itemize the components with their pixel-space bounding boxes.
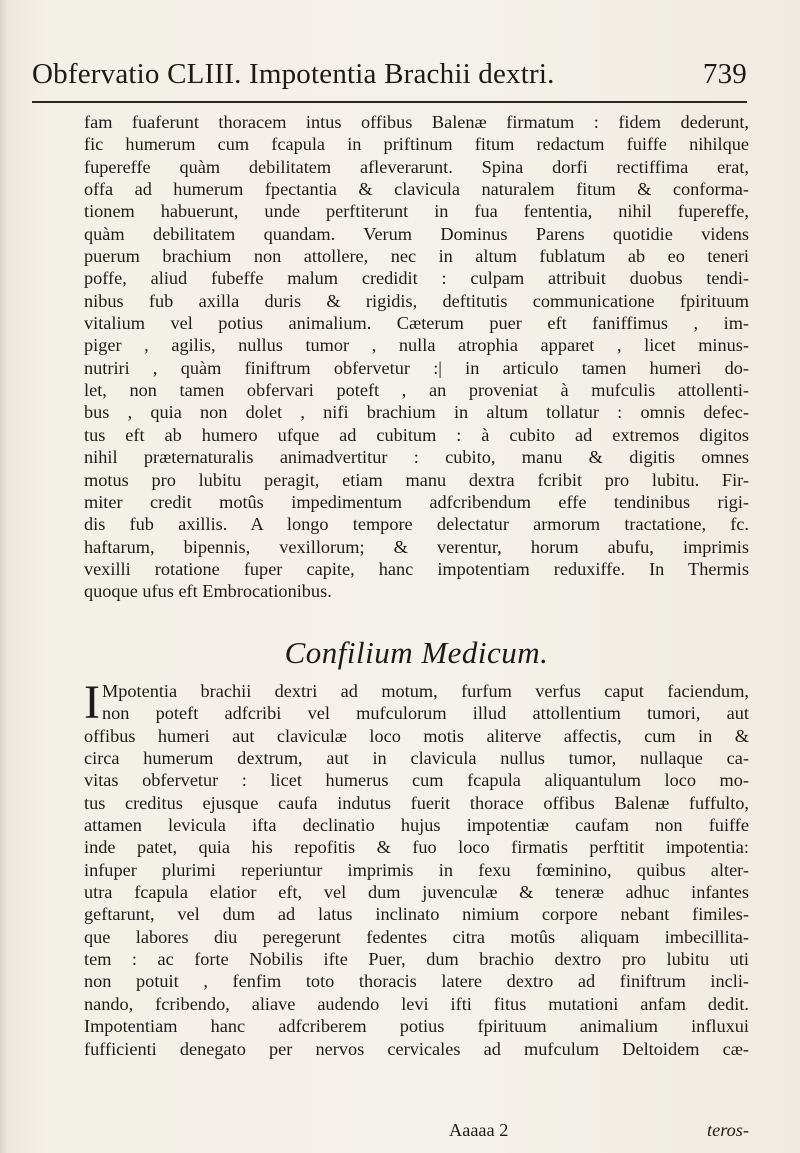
text-line: bus , quia non dolet , nifi brachium in altum tollatur : omnis defec-: [84, 402, 749, 423]
text-line: Mpotentia brachii dextri ad motum, furfum verfus caput faciendum,: [101, 681, 749, 701]
text-line: non potuit , fenfim toto thoracis latere dextro ad finiftrum incli-: [84, 971, 749, 992]
running-title: Obfervatio CLIII. Impotentia Brachii dextri.: [32, 58, 555, 90]
drop-cap: I: [84, 676, 100, 729]
text-line: que labores diu peregerunt fedentes citra motûs aliquam imbecillita-: [84, 926, 749, 947]
signature-mark: Aaaaa 2: [449, 1120, 509, 1140]
text-line: miter credit motûs impedimentum adfcribendum effe tendinibus rigi-: [84, 491, 749, 512]
page-gutter-shadow: [0, 0, 8, 1153]
text-line: inde patet, quia his repofitis & fuo loco firmatis perftitit impotentia:: [84, 837, 749, 858]
consilium-text: [84, 676, 749, 1060]
text-line: tionem habuerunt, unde perftiterunt in fua fententia, nihil fupereffe,: [84, 201, 749, 222]
text-line: piger , agilis, nullus tumor , nulla atrophia apparet , licet minus-: [84, 335, 749, 356]
text-line: quoque ufus eft Embrocationibus.: [84, 581, 332, 602]
text-line: nihil præternaturalis animadvertitur : cubito, manu & digitis omnes: [84, 447, 749, 468]
header-rule: [32, 101, 747, 103]
text-line: tus creditus ejusque caufa indutus fuerit thorace offibus Balenæ fuffulto,: [84, 792, 749, 813]
text-line: vexilli rotatione fuper capite, hanc impotentiam reduxiffe. In Thermis: [84, 558, 749, 579]
observation-text: [84, 111, 749, 603]
text-line: haftarum, bipennis, vexillorum; & verentur, horum abufu, imprimis: [84, 536, 749, 557]
running-header: [32, 58, 747, 98]
text-line: fam fuaferunt thoracem intus offibus Balenæ firmatum : fidem dederunt,: [84, 112, 749, 132]
text-line: fic humerum cum fcapula in priftinum fitum redactum fuiffe nihilque: [84, 134, 749, 155]
text-line: fufficienti denegato per nervos cervicales ad mufculum Deltoidem cæ-: [84, 1038, 749, 1059]
text-line: motus pro lubitu peragit, etiam manu dextra fcribit pro lubitu. Fir-: [84, 469, 749, 490]
text-line: tem : ac forte Nobilis ifte Puer, dum brachio dextro pro lubitu uti: [84, 949, 749, 970]
text-line: tus eft ab humero ufque ad cubitum : à cubito ad extremos digitos: [84, 424, 749, 445]
text-line: utra fcapula elatior eft, vel dum juvenculæ & teneræ adhuc infantes: [84, 882, 749, 903]
text-line: offa ad humerum fpectantia & clavicula naturalem fitum & conforma-: [84, 179, 749, 200]
text-line: quàm debilitatem quandam. Verum Dominus Parens quotidie videns: [84, 223, 749, 244]
text-line: dis fub axillis. A longo tempore delectatur armorum tractatione, fc.: [84, 514, 749, 535]
text-line: offibus humeri aut claviculæ loco motis aliterve affectis, cum in &: [84, 725, 749, 746]
text-line: fupereffe quàm debilitatem afleverarunt. Spina dorfi rectiffima erat,: [84, 156, 749, 177]
text-line: non poteft adfcribi vel mufculorum illud attollentium tumori, aut: [101, 703, 749, 724]
text-line: nibus fub axilla duris & rigidis, deftitutis communicatione fpirituum: [84, 290, 749, 311]
page-footer: [84, 1120, 749, 1144]
text-line: attamen levicula ifta declinatio hujus impotentiæ caufam non fuiffe: [84, 815, 749, 836]
page-number: 739: [702, 58, 747, 90]
catchword: teros-: [707, 1120, 749, 1140]
section-heading: Confilium Medicum.: [284, 635, 549, 670]
text-line: nutriri , quàm finiftrum obfervetur :| in articulo tamen humeri do-: [84, 357, 749, 378]
text-line: let, non tamen obfervari poteft , an proveniat à mufculis attollenti-: [84, 380, 749, 401]
text-line: nando, fcribendo, aliave audendo levi ifti fitus mutationi anfam dedit.: [84, 993, 749, 1014]
text-line: geftarunt, vel dum ad latus inclinato nimium corpore nebant fimiles-: [84, 904, 749, 925]
text-line: Impotentiam hanc adfcriberem potius fpirituum animalium influxui: [84, 1016, 749, 1037]
text-line: puerum brachium non attollere, nec in altum fublatum ab eo teneri: [84, 246, 749, 267]
text-line: vitalium vel potius animalium. Cæterum puer eft faniffimus , im-: [84, 313, 749, 334]
text-line: infuper plurimi reperiuntur imprimis in fexu fœminino, quibus alter-: [84, 859, 749, 880]
text-line: vitas obfervetur : licet humerus cum fcapula aliquantulum loco mo-: [84, 770, 749, 791]
text-line: circa humerum dextrum, aut in clavicula nullus tumor, nullaque ca-: [84, 748, 749, 769]
text-line: poffe, aliud fubeffe malum credidit : culpam attribuit duobus tendi-: [84, 268, 749, 289]
